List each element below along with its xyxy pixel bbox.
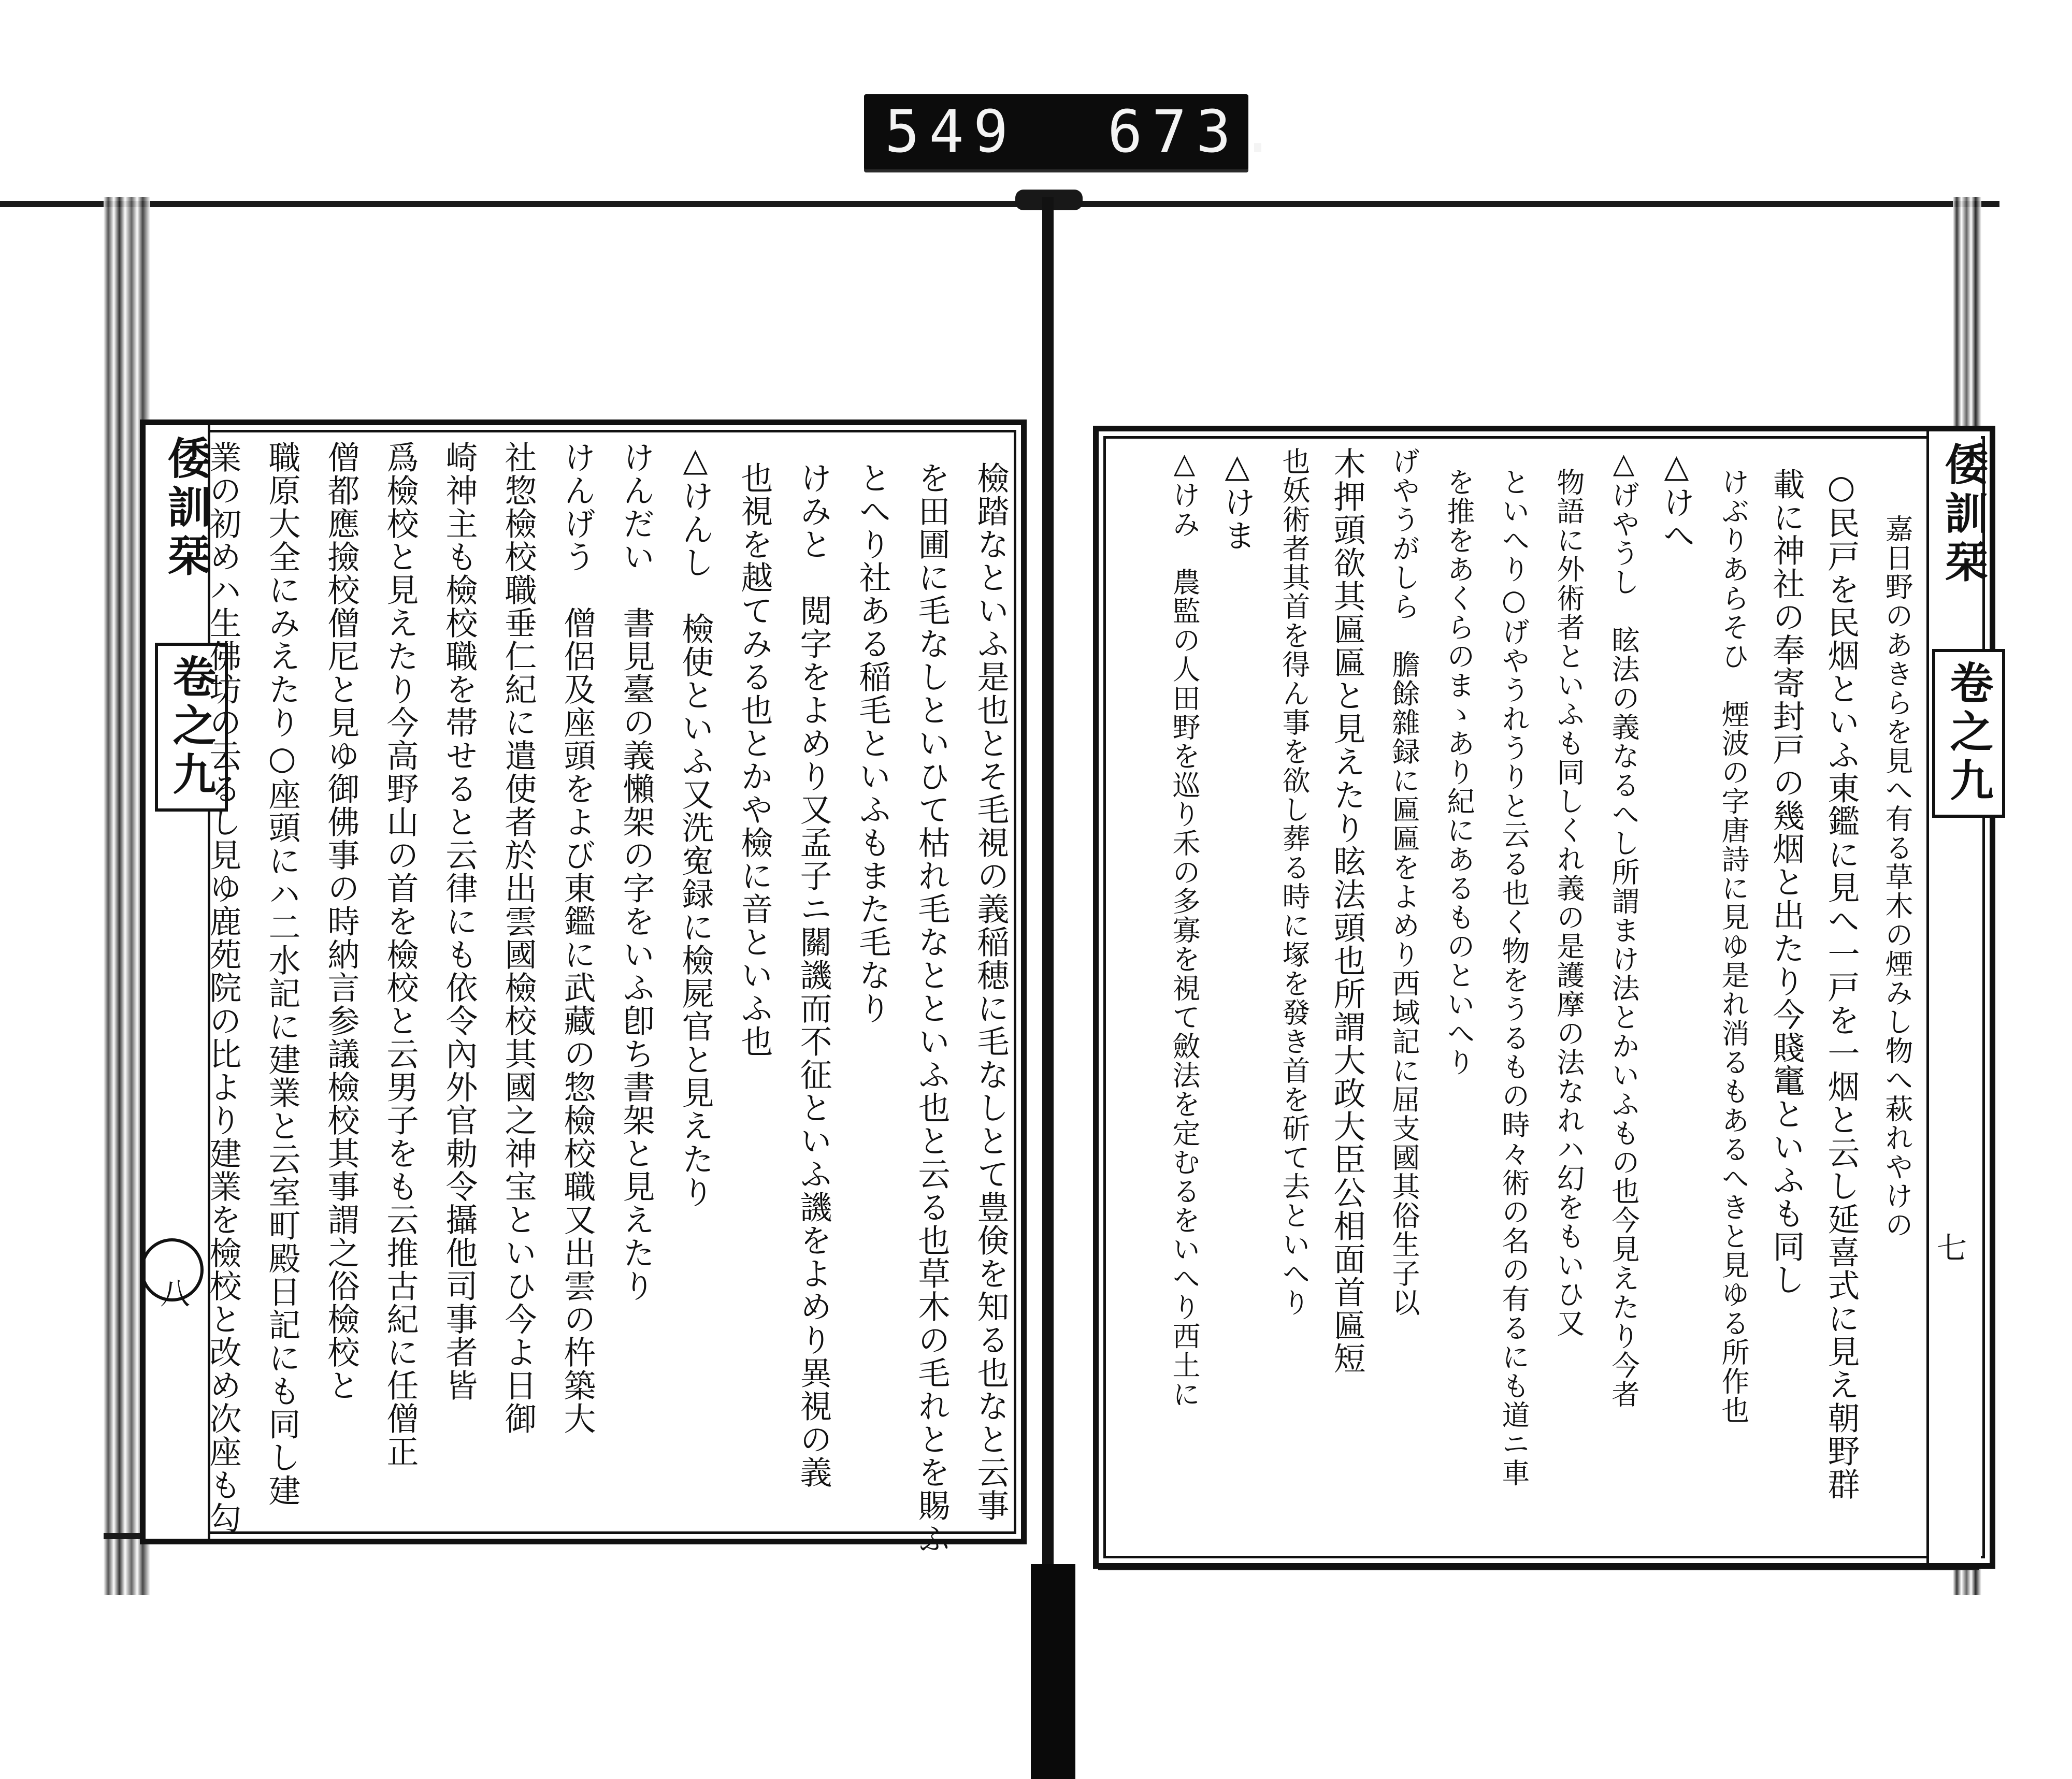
text-column: 也視を越てみる也とかや檢に音といふ也 xyxy=(736,461,773,1058)
text-column: △けんし 檢使といふ又洗寃録に檢屍官と見えたり xyxy=(677,441,714,1209)
text-column: 社惣檢校職垂仁紀に遣使者於出雲國檢校其國之神宝といひ今よ日御 xyxy=(499,441,537,1435)
text-column: げやうがしら 膽餘雜録に匾匾をよめり西域記に屈支國其俗生子以 xyxy=(1388,447,1420,1317)
text-column: ○民戸を民烟といふ東鑑に見へ一戸を一烟と云し延喜式に見え朝野群 xyxy=(1822,468,1860,1501)
text-column: を田圃に毛なしといひて枯れ毛なとといふ也と云る也草木の毛れとを賜ふ xyxy=(913,461,951,1555)
left-volume-label: 卷之九 xyxy=(155,643,228,812)
text-column: とへり社ある稲毛といふもまた毛なり xyxy=(854,461,891,1025)
text-column: 職原大全にみえたり○座頭にハ二水記に建業と云室町殿日記にも同し建 xyxy=(263,441,301,1507)
text-column: 業の初めハ生佛坊の云るし見ゆ鹿苑院の比より建業を檢校と改め次座も勾 xyxy=(204,441,242,1535)
text-column: を推をあくらのまゝあり紀にあるものといへり xyxy=(1443,468,1475,1077)
right-volume-label: 卷之九 xyxy=(1932,649,2005,818)
text-column: 也妖術者其首を得ん事を欲し葬る時に塚を發き首を斫て去といへり xyxy=(1278,447,1311,1317)
text-column: 物語に外術者といふも同しくれ義の是護摩の法なれハ幻をもいひ又 xyxy=(1552,468,1585,1338)
left-page-frame xyxy=(140,420,1027,1555)
book-spine xyxy=(1042,197,1054,1595)
text-column: けんげう 僧侶及座頭をよび東鑑に武藏の惣檢校職又出雲の杵築大 xyxy=(558,441,596,1435)
text-column: △けみ 農監の人田野を巡り禾の多寡を視て斂法を定むるをいへり西土に xyxy=(1168,447,1201,1409)
text-column: 木押頭欲其匾匾と見えたり眩法頭也所謂大政大臣公相面首匾短 xyxy=(1328,447,1366,1375)
text-column: 僧都應撿校僧尼と見ゆ御佛事の時納言参議檢校其事謂之俗檢校と xyxy=(322,441,360,1402)
right-book-title: 倭訓栞 xyxy=(1938,442,1989,588)
right-page-number: 七 xyxy=(1937,1231,1967,1266)
left-title-strip xyxy=(146,425,217,1539)
left-frame-number: 549 xyxy=(885,98,1018,166)
left-page-number: 八 xyxy=(160,1276,191,1311)
top-edge-rule xyxy=(0,201,1999,207)
right-frame-number: 673. xyxy=(1107,98,1285,166)
reel-number-label xyxy=(864,94,1285,169)
text-column: 崎神主も檢校職を帯せると云律にも依令內外官勅令攝他司事者皆 xyxy=(440,441,478,1402)
text-column: △けへ xyxy=(1658,447,1695,552)
text-column: 檢踏なといふ是也とそ毛視の義稲穂に毛なしとて豊倹を知る也なと云事 xyxy=(972,461,1010,1522)
text-column: といへり○げやうれうりと云る也く物をうるもの時々術の名の有るにも道ニ車 xyxy=(1498,468,1530,1487)
text-column: 嘉日野のあきらを見へ有る草木の煙みし物へ萩れやけの xyxy=(1881,514,1913,1239)
left-book-title: 倭訓栞 xyxy=(161,436,212,582)
text-column: 載に神社の奉寄封戸の幾烟と出たり今賤竃といふも同し xyxy=(1767,468,1805,1296)
right-page-frame xyxy=(1093,426,1995,1569)
right-title-strip xyxy=(1926,431,1994,1563)
text-column: けんだい 書見臺の義懶架の字をいふ卽ち書架と見えたり xyxy=(617,441,655,1303)
spine-clamp xyxy=(1031,1564,1075,1779)
text-column: △けま xyxy=(1218,447,1256,552)
text-column: けぶりあらそひ 煙波の字唐詩に見ゆ是れ消るもあるへきと見ゆる所作也 xyxy=(1717,468,1750,1425)
text-column: 爲檢校と見えたり今高野山の首を檢校と云男子をも云推古紀に任僧正 xyxy=(381,441,419,1468)
text-column: △げやうし 眩法の義なるへし所謂まけ法とかいふもの也今見えたり今者 xyxy=(1607,447,1640,1409)
text-column: けみと 閲字をよめり又孟子ニ關譏而不征といふ譏をよめり異視の義 xyxy=(795,461,832,1489)
